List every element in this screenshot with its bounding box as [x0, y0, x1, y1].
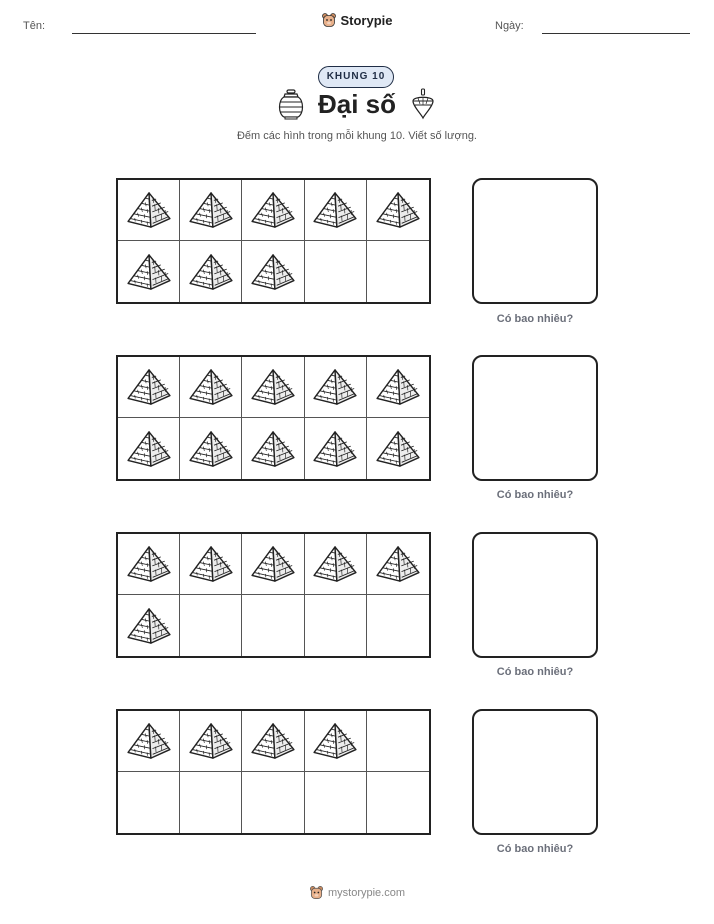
date-label: Ngày:: [495, 20, 524, 32]
pyramid-icon: [250, 191, 296, 229]
pyramid-icon: [312, 368, 358, 406]
pyramid-icon: [250, 722, 296, 760]
frame-cell: [367, 595, 429, 656]
page-title: Đại số: [317, 88, 397, 119]
pyramid-icon: [375, 191, 421, 229]
frame-cell: [367, 418, 429, 479]
spinning-top-icon: [410, 88, 436, 120]
pyramid-icon: [312, 722, 358, 760]
answer-box-1[interactable]: [472, 178, 598, 304]
frame-cell: [118, 534, 180, 595]
how-many-label-2: Có bao nhiêu?: [496, 489, 574, 501]
pyramid-icon: [126, 722, 172, 760]
instructions: Đếm các hình trong mỗi khung 10. Viết số lượng.: [236, 130, 477, 142]
pyramid-icon: [188, 368, 234, 406]
frame-cell: [180, 711, 242, 772]
frame-cell: [180, 418, 242, 479]
frame-cell: [118, 711, 180, 772]
pyramid-icon: [375, 545, 421, 583]
pyramid-icon: [126, 368, 172, 406]
frame-cell: [242, 711, 304, 772]
frame-cell: [242, 180, 304, 241]
pot-icon: [278, 88, 304, 120]
frame-cell: [242, 418, 304, 479]
bear-mascot-icon: [309, 885, 324, 900]
frame-cell: [367, 711, 429, 772]
frame-cell: [180, 180, 242, 241]
frame-cell: [305, 418, 367, 479]
pyramid-icon: [250, 545, 296, 583]
frame-cell: [367, 534, 429, 595]
footer: [0, 885, 714, 900]
frame-cell: [305, 595, 367, 656]
ten-frame-1: [116, 178, 431, 304]
frame-cell: [242, 595, 304, 656]
frame-cell: [305, 180, 367, 241]
pyramid-icon: [126, 607, 172, 645]
frame-cell: [180, 534, 242, 595]
answer-box-2[interactable]: [472, 355, 598, 481]
frame-cell: [180, 241, 242, 302]
title-row: [0, 88, 714, 120]
name-line[interactable]: [72, 33, 256, 34]
pyramid-icon: [375, 368, 421, 406]
frame-cell: [180, 772, 242, 833]
frame-cell: [242, 241, 304, 302]
pyramid-icon: [188, 545, 234, 583]
frame-cell: [305, 534, 367, 595]
footer-url: mystorypie.com: [327, 886, 406, 899]
pyramid-icon: [188, 722, 234, 760]
brand-name: Storypie: [340, 12, 393, 28]
frame-cell: [367, 180, 429, 241]
ten-frame-4: [116, 709, 431, 835]
pyramid-icon: [188, 253, 234, 291]
pyramid-icon: [250, 368, 296, 406]
pyramid-icon: [126, 191, 172, 229]
answer-box-3[interactable]: [472, 532, 598, 658]
pyramid-icon: [375, 430, 421, 468]
pyramid-icon: [188, 191, 234, 229]
frame-cell: [367, 241, 429, 302]
pyramid-icon: [126, 430, 172, 468]
frame-cell: [305, 772, 367, 833]
ten-frame-2: [116, 355, 431, 481]
brand-logo: [0, 12, 714, 28]
frame-cell: [118, 241, 180, 302]
pyramid-icon: [312, 430, 358, 468]
name-label: Tên:: [23, 20, 46, 32]
how-many-label-1: Có bao nhiêu?: [496, 313, 574, 325]
pyramid-icon: [250, 430, 296, 468]
worksheet-badge: KHUNG 10: [318, 66, 394, 88]
frame-cell: [305, 711, 367, 772]
pyramid-icon: [312, 191, 358, 229]
answer-box-4[interactable]: [472, 709, 598, 835]
frame-cell: [118, 357, 180, 418]
frame-cell: [180, 595, 242, 656]
frame-cell: [305, 357, 367, 418]
bear-mascot-icon: [321, 12, 337, 28]
frame-cell: [242, 534, 304, 595]
frame-cell: [118, 595, 180, 656]
frame-cell: [367, 357, 429, 418]
frame-cell: [180, 357, 242, 418]
ten-frame-3: [116, 532, 431, 658]
frame-cell: [242, 357, 304, 418]
frame-cell: [118, 772, 180, 833]
how-many-label-3: Có bao nhiêu?: [496, 666, 574, 678]
pyramid-icon: [188, 430, 234, 468]
how-many-label-4: Có bao nhiêu?: [496, 843, 574, 855]
pyramid-icon: [126, 545, 172, 583]
pyramid-icon: [126, 253, 172, 291]
frame-cell: [118, 418, 180, 479]
frame-cell: [367, 772, 429, 833]
frame-cell: [242, 772, 304, 833]
frame-cell: [118, 180, 180, 241]
pyramid-icon: [312, 545, 358, 583]
frame-cell: [305, 241, 367, 302]
pyramid-icon: [250, 253, 296, 291]
date-line[interactable]: [542, 33, 690, 34]
